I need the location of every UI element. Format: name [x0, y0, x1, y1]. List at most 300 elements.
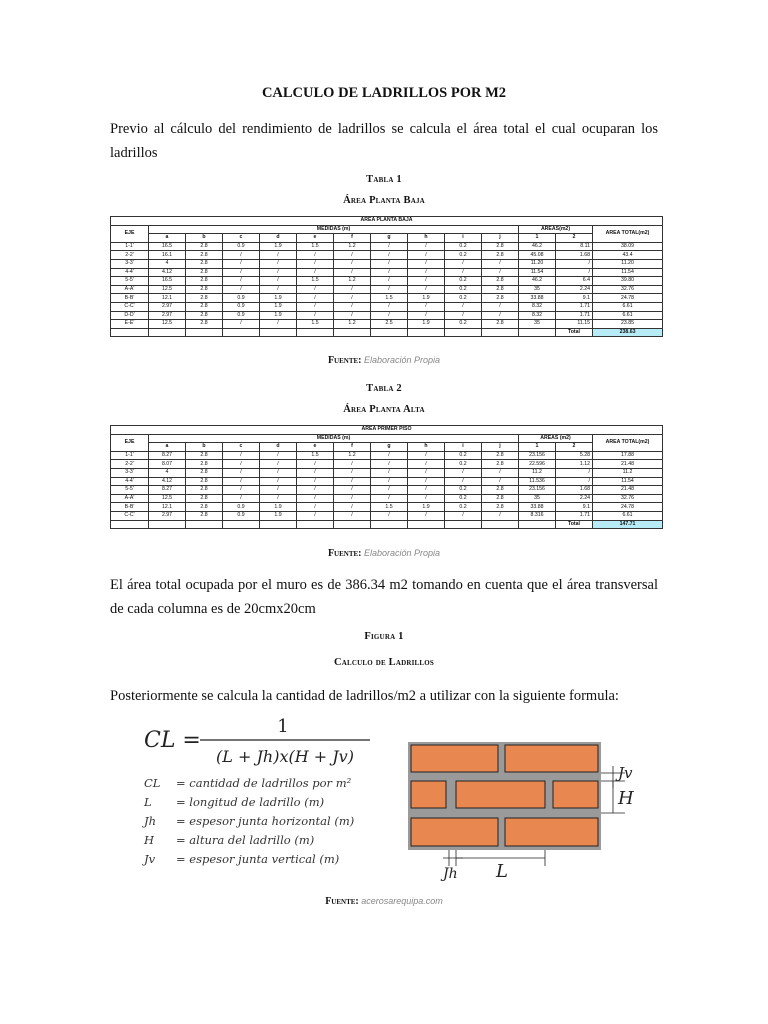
table-cell: 1.71 [556, 511, 593, 520]
subcol-header: j [482, 443, 519, 452]
table-cell: 0.2 [445, 251, 482, 260]
table-cell: 12.5 [149, 285, 186, 294]
eje-header: EJE [111, 434, 149, 451]
table-cell: / [223, 277, 260, 286]
table-cell: 8.07 [149, 460, 186, 469]
table-cell: / [482, 302, 519, 311]
table-cell: 1.9 [260, 242, 297, 251]
table-cell: / [408, 302, 445, 311]
table-cell: / [297, 511, 334, 520]
table-cell: / [482, 268, 519, 277]
table-cell: 0.9 [223, 302, 260, 311]
table-cell: / [223, 320, 260, 329]
subcol-header: i [445, 234, 482, 243]
table-cell: 32.76 [593, 494, 663, 503]
table-area-planta-baja [110, 216, 663, 337]
subcol-header: h [408, 234, 445, 243]
table-row [111, 259, 663, 268]
table-cell: 8.316 [519, 511, 556, 520]
table-cell: 2.8 [186, 468, 223, 477]
table-cell: 1.9 [260, 503, 297, 512]
table-group-row [111, 434, 663, 443]
table-cell: / [445, 477, 482, 486]
areas-header: AREAS (m2) [519, 434, 593, 443]
table-cell: / [408, 460, 445, 469]
brick [505, 818, 598, 846]
table-cell: 1-1' [111, 451, 149, 460]
table-cell: 8.32 [519, 302, 556, 311]
table-cell: 2.8 [482, 451, 519, 460]
table-cell: 2.8 [482, 277, 519, 286]
empty-cell [445, 520, 482, 529]
subcol-header: a [149, 443, 186, 452]
table-cell: B-B' [111, 294, 149, 303]
table-cell: / [260, 277, 297, 286]
table-cell: 23.156 [519, 486, 556, 495]
table-cell: / [408, 468, 445, 477]
table-cell: D-D' [111, 311, 149, 320]
table-cell: 0.2 [445, 277, 482, 286]
table-cell: / [223, 477, 260, 486]
empty-cell [111, 520, 149, 529]
table-cell: / [371, 285, 408, 294]
table-row [111, 294, 663, 303]
table-cell: 8.27 [149, 486, 186, 495]
empty-cell [297, 328, 334, 337]
table-row [111, 277, 663, 286]
table-row [111, 451, 663, 460]
table-cell: 11.54 [519, 268, 556, 277]
area-total-header: AREA TOTAL(m2) [593, 225, 663, 242]
table-cell: / [408, 277, 445, 286]
table-cell: / [334, 311, 371, 320]
table-total-row [111, 328, 663, 337]
table-cell: / [408, 311, 445, 320]
table-cell: 0.2 [445, 494, 482, 503]
table-cell: / [223, 285, 260, 294]
h-label: H [618, 788, 634, 809]
table-cell: / [223, 494, 260, 503]
table-row [111, 503, 663, 512]
table-cell: 1.2 [334, 320, 371, 329]
table-cell: 8.27 [149, 451, 186, 460]
table-cell: / [445, 511, 482, 520]
table-row [111, 302, 663, 311]
table-cell: 3-3' [111, 468, 149, 477]
jv-label: Jv [618, 764, 633, 782]
table-cell: 11.536 [519, 477, 556, 486]
table-cell: / [334, 294, 371, 303]
table-cell: 43.4 [593, 251, 663, 260]
table-cell: 32.76 [593, 285, 663, 294]
table-cell: / [223, 251, 260, 260]
table-cell: 0.2 [445, 285, 482, 294]
total-value: 147.71 [593, 520, 663, 529]
table-cell: / [334, 503, 371, 512]
brick [505, 745, 598, 772]
table-cell: A-A' [111, 494, 149, 503]
table-cell: / [445, 268, 482, 277]
table-row [111, 511, 663, 520]
table-cell: 1.9 [408, 294, 445, 303]
table-cell: 11.20 [519, 259, 556, 268]
source-label: Fuente: [325, 896, 359, 907]
table-header-title: AREA PRIMER PISO [111, 426, 663, 435]
table-cell: 2.24 [556, 285, 593, 294]
table-cell: 2.8 [482, 503, 519, 512]
table-cell: / [445, 311, 482, 320]
total-label: Total [556, 328, 593, 337]
table-cell: 38.09 [593, 242, 663, 251]
table-cell: 11.15 [556, 320, 593, 329]
jh-label: Jh [443, 866, 458, 882]
table-cell: / [408, 285, 445, 294]
table-cell: 9.1 [556, 294, 593, 303]
table1-caption-number: Tabla 1 [366, 174, 402, 185]
table-cell: / [223, 451, 260, 460]
table-cell: / [334, 486, 371, 495]
table-cell: / [223, 468, 260, 477]
table-cell: 21.48 [593, 486, 663, 495]
table-cell: 2.24 [556, 494, 593, 503]
empty-cell [334, 328, 371, 337]
table-cell: / [482, 511, 519, 520]
table-cell: 2.8 [186, 460, 223, 469]
source-text: Elaboración Propia [364, 548, 441, 558]
table-cell: / [445, 302, 482, 311]
table-row [111, 268, 663, 277]
legend-description: = espesor junta vertical (m) [176, 852, 340, 866]
table-cell: / [223, 486, 260, 495]
table-row [111, 460, 663, 469]
table-cell: / [371, 468, 408, 477]
subcol-header: 1 [519, 234, 556, 243]
l-label: L [496, 861, 508, 882]
empty-cell [482, 328, 519, 337]
table-cell: 1.5 [297, 320, 334, 329]
empty-cell [482, 520, 519, 529]
empty-cell [371, 520, 408, 529]
table-cell: 21.48 [593, 460, 663, 469]
legend-symbol: Jh [144, 814, 157, 828]
table-cell: 16.5 [149, 242, 186, 251]
table-cell: 24.78 [593, 503, 663, 512]
subcol-header: h [408, 443, 445, 452]
table-cell: 12.1 [149, 294, 186, 303]
table-cell: / [371, 477, 408, 486]
legend-symbol: H [144, 833, 155, 847]
table-cell: / [260, 494, 297, 503]
table-cell: / [297, 285, 334, 294]
table-cell: 2-2' [111, 460, 149, 469]
table-cell: / [297, 251, 334, 260]
table-cell: 0.2 [445, 320, 482, 329]
table-cell: 0.2 [445, 294, 482, 303]
table-cell: / [371, 277, 408, 286]
table-cell: / [371, 460, 408, 469]
table-cell: 12.5 [149, 494, 186, 503]
table-cell: 2.8 [186, 242, 223, 251]
table-cell: / [260, 477, 297, 486]
table-cell: 2.8 [186, 277, 223, 286]
source-label: Fuente: [327, 548, 362, 559]
table-header-title: AREA PLANTA BAJA [111, 217, 663, 226]
total-value: 238.63 [593, 328, 663, 337]
table-row [111, 468, 663, 477]
table-cell: 2.8 [186, 451, 223, 460]
table-cell: / [223, 259, 260, 268]
table-subheader-row [111, 234, 663, 243]
table-cell: 2.8 [186, 503, 223, 512]
table-cell: / [223, 460, 260, 469]
formula-lhs: CL = [144, 728, 201, 753]
table-cell: 1.2 [334, 242, 371, 251]
table-cell: 46.2 [519, 277, 556, 286]
areas-header: AREAS(m2) [519, 225, 593, 234]
table-row [111, 311, 663, 320]
table-cell: 2.97 [149, 511, 186, 520]
source-label: Fuente: [327, 355, 362, 366]
table-cell: / [371, 494, 408, 503]
table-cell: / [260, 268, 297, 277]
table-cell: 1.9 [260, 294, 297, 303]
table-cell: 0.2 [445, 460, 482, 469]
table-cell: / [334, 285, 371, 294]
table-cell: 2.8 [482, 251, 519, 260]
table-cell: 2.8 [482, 320, 519, 329]
table-cell: 39.80 [593, 277, 663, 286]
table-cell: 12.1 [149, 503, 186, 512]
source-text: Elaboración Propia [364, 355, 441, 365]
table-cell: / [297, 460, 334, 469]
table-cell: 1.9 [408, 320, 445, 329]
table-cell: 16.1 [149, 251, 186, 260]
table-cell: 23.85 [593, 320, 663, 329]
table-row [111, 320, 663, 329]
table-cell: 0.9 [223, 242, 260, 251]
table-cell: 33.88 [519, 294, 556, 303]
table-cell: 0.2 [445, 242, 482, 251]
table-cell: 1.68 [556, 251, 593, 260]
table-cell: 35 [519, 320, 556, 329]
empty-cell [519, 520, 556, 529]
table-cell: / [408, 451, 445, 460]
table-cell: 1.68 [556, 486, 593, 495]
table-cell: / [371, 268, 408, 277]
brick [411, 745, 498, 772]
table-cell: / [297, 311, 334, 320]
subcol-header: c [223, 234, 260, 243]
table-cell: 3-3' [111, 259, 149, 268]
total-label: Total [556, 520, 593, 529]
table-cell: / [408, 259, 445, 268]
table-cell: / [260, 451, 297, 460]
subcol-header: d [260, 234, 297, 243]
table-cell: 0.2 [445, 486, 482, 495]
table-cell: C-C' [111, 302, 149, 311]
subcol-header: d [260, 443, 297, 452]
table-cell: 2.8 [186, 302, 223, 311]
table-cell: / [408, 477, 445, 486]
table-cell: 2.8 [186, 251, 223, 260]
table-cell: 0.2 [445, 503, 482, 512]
table-cell: 5-5' [111, 486, 149, 495]
table-cell: 2.8 [186, 268, 223, 277]
brick [411, 818, 498, 846]
table-cell: 1.71 [556, 311, 593, 320]
table-cell: / [297, 494, 334, 503]
table-cell: C-C' [111, 511, 149, 520]
table-cell: 4-4' [111, 477, 149, 486]
table-cell: 0.9 [223, 503, 260, 512]
formula-figure [140, 715, 390, 895]
table-cell: / [334, 477, 371, 486]
table-cell: 2.8 [186, 311, 223, 320]
page-title: CALCULO DE LADRILLOS POR M2 [261, 85, 507, 101]
subcol-header: i [445, 443, 482, 452]
table-row [111, 242, 663, 251]
table-cell: 2.97 [149, 311, 186, 320]
table-cell: 17.88 [593, 451, 663, 460]
table-cell: / [556, 259, 593, 268]
subcol-header: g [371, 234, 408, 243]
table-cell: 2.8 [186, 511, 223, 520]
table-cell: / [260, 320, 297, 329]
table-cell: 2.5 [371, 320, 408, 329]
table1-source [0, 355, 768, 366]
table-cell: 45.08 [519, 251, 556, 260]
empty-cell [260, 520, 297, 529]
table-cell: / [445, 259, 482, 268]
subcol-header: 2 [556, 234, 593, 243]
table-cell: 8.32 [519, 311, 556, 320]
table-cell: / [371, 251, 408, 260]
table-cell: 2.8 [482, 486, 519, 495]
table-cell: / [371, 242, 408, 251]
table-cell: 1.5 [297, 242, 334, 251]
table-cell: 1.71 [556, 302, 593, 311]
table-cell: 1.5 [371, 503, 408, 512]
formula-numerator: 1 [277, 716, 289, 737]
empty-cell [223, 520, 260, 529]
table-cell: / [334, 251, 371, 260]
table-cell: / [260, 259, 297, 268]
subcol-header: b [186, 234, 223, 243]
brick [456, 781, 545, 808]
table-cell: / [223, 268, 260, 277]
table-cell: / [371, 302, 408, 311]
table-cell: 2.8 [482, 460, 519, 469]
table-cell: / [408, 494, 445, 503]
source-text: acerosarequipa.com [361, 896, 443, 906]
table-cell: 11.2 [593, 468, 663, 477]
table-header-row [111, 217, 663, 226]
empty-cell [297, 520, 334, 529]
table-cell: 11.2 [519, 468, 556, 477]
table2-source [0, 548, 768, 559]
legend-symbol: CL [144, 776, 161, 790]
table-cell: 2.8 [482, 242, 519, 251]
empty-cell [371, 328, 408, 337]
table-cell: / [408, 242, 445, 251]
table-cell: 4 [149, 259, 186, 268]
legend-symbol: Jv [144, 852, 156, 866]
table-cell: 1-1' [111, 242, 149, 251]
table-cell: / [408, 251, 445, 260]
table-total-row [111, 520, 663, 529]
table-cell: 0.9 [223, 311, 260, 320]
table-cell: 1.5 [371, 294, 408, 303]
table-row [111, 494, 663, 503]
table-cell: 2.97 [149, 302, 186, 311]
subcol-header: j [482, 234, 519, 243]
table-cell: / [371, 311, 408, 320]
table-group-row [111, 225, 663, 234]
table-cell: 33.88 [519, 503, 556, 512]
table-cell: 4.12 [149, 268, 186, 277]
table-cell: 1.9 [260, 311, 297, 320]
subcol-header: b [186, 443, 223, 452]
table-cell: A-A' [111, 285, 149, 294]
area-total-paragraph: El área total ocupada por el muro es de 386.34 m2 tomando en cuenta que el área transversal de cada columna es de 20cmx20cm [110, 577, 658, 617]
medidas-header: MEDIDAS (m) [149, 225, 519, 234]
formula-legend [142, 776, 354, 866]
table-cell: 2.8 [482, 494, 519, 503]
table-area-planta-alta [110, 425, 663, 529]
table-cell: 16.5 [149, 277, 186, 286]
empty-cell [334, 520, 371, 529]
table-cell: / [297, 294, 334, 303]
table-cell: 0.2 [445, 451, 482, 460]
eje-header: EJE [111, 225, 149, 242]
legend-symbol: L [144, 795, 152, 809]
table-cell: 6.4 [556, 277, 593, 286]
table-cell: / [334, 268, 371, 277]
table-cell: 46.2 [519, 242, 556, 251]
empty-cell [186, 328, 223, 337]
table-cell: / [556, 268, 593, 277]
table-cell: / [556, 468, 593, 477]
table-cell: / [482, 468, 519, 477]
table-cell: 1.9 [408, 503, 445, 512]
legend-description: = cantidad de ladrillos por m² [176, 776, 352, 790]
table-cell: 0.9 [223, 511, 260, 520]
table-cell: / [371, 511, 408, 520]
table-cell: / [297, 268, 334, 277]
table-cell: 4 [149, 468, 186, 477]
subcol-header: 1 [519, 443, 556, 452]
table2-caption-number: Tabla 2 [366, 383, 402, 394]
empty-cell [186, 520, 223, 529]
table-header-row [111, 426, 663, 435]
table-cell: / [334, 468, 371, 477]
table-row [111, 477, 663, 486]
empty-cell [149, 520, 186, 529]
table-cell: / [482, 477, 519, 486]
table-cell: / [334, 460, 371, 469]
table-cell: E-E' [111, 320, 149, 329]
empty-cell [408, 520, 445, 529]
table-cell: 1.9 [260, 302, 297, 311]
table-cell: / [371, 451, 408, 460]
legend-description: = longitud de ladrillo (m) [176, 795, 325, 809]
table-cell: / [260, 468, 297, 477]
table-cell: 8.11 [556, 242, 593, 251]
table-cell: 4-4' [111, 268, 149, 277]
table-cell: / [334, 494, 371, 503]
legend-description: = espesor junta horizontal (m) [176, 814, 355, 828]
table-cell: / [260, 285, 297, 294]
